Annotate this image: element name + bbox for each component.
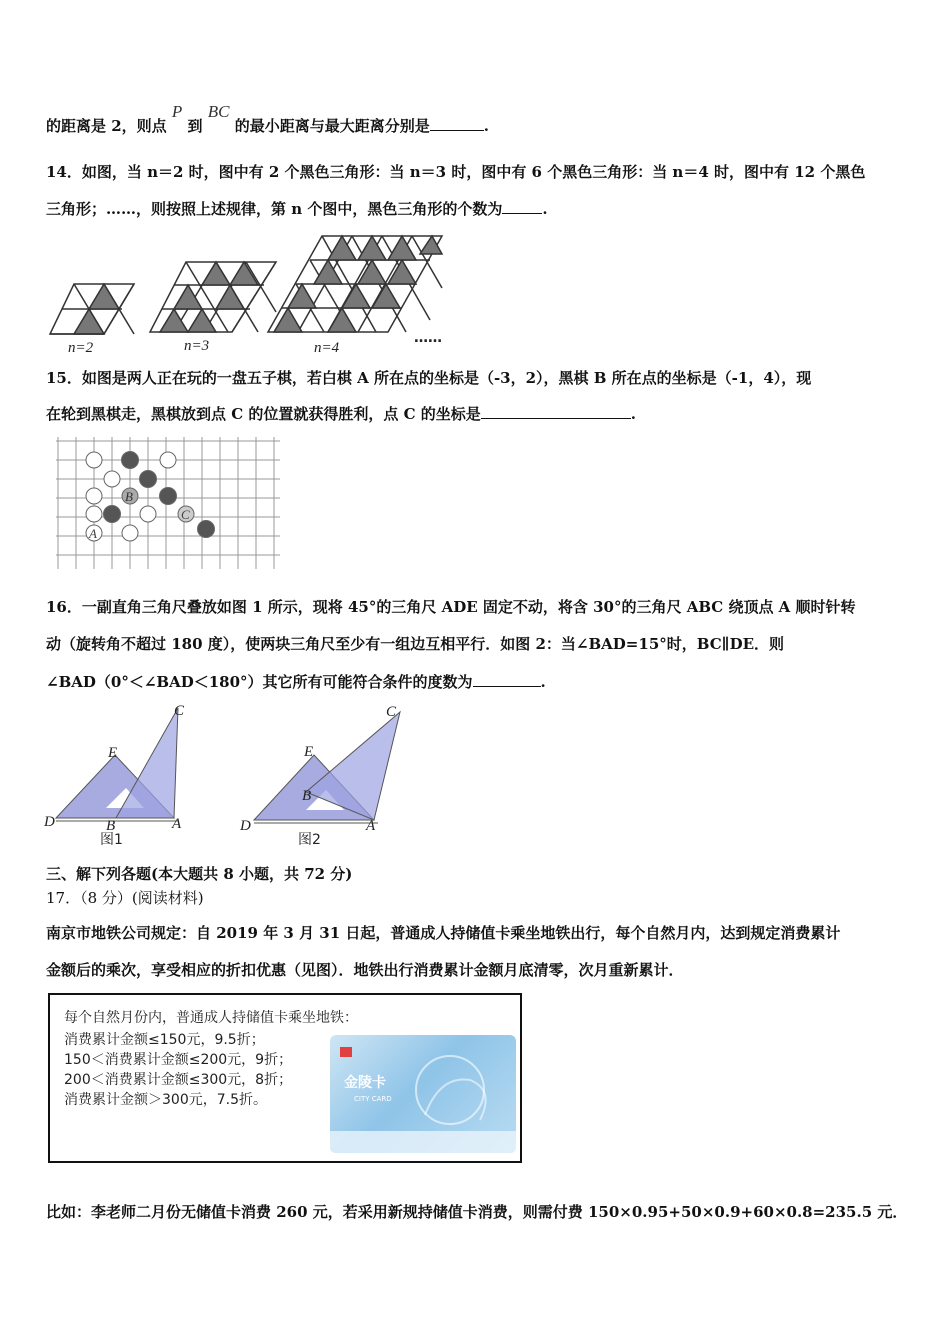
white-piece xyxy=(86,506,102,522)
q16-line1: 16．一副直角三角尺叠放如图 1 所示，现将 45°的三角尺 ADE 固定不动，将含 30°的三角尺 ABC 绕顶点 A 顺时针转 xyxy=(46,598,856,616)
rule-tier-4: 消费累计金额＞300元，7.5折。 xyxy=(64,1092,267,1108)
rule-tier-2: 150＜消费累计金额≤200元，9折； xyxy=(64,1052,293,1068)
point-c-fig2: C xyxy=(386,704,397,720)
black-piece xyxy=(160,488,177,505)
q17-header: 17．（8 分）(阅读材料) xyxy=(46,889,204,907)
label-n2: n=2 xyxy=(68,340,94,356)
q17-line1: 南京市地铁公司规定：自 2019 年 3 月 31 日起，普通成人持储值卡乘坐地铁出行，每个自然月内，达到规定消费累计 xyxy=(46,924,841,942)
card-subtitle: CITY CARD xyxy=(354,1095,392,1103)
answer-blank xyxy=(502,199,542,214)
answer-blank xyxy=(481,404,631,419)
piece-label-b: B xyxy=(125,489,133,504)
point-e-fig2: E xyxy=(304,744,314,760)
point-b-fig1: B xyxy=(106,818,116,834)
point-d-fig1: D xyxy=(44,814,55,830)
label-n4: n=4 xyxy=(314,340,340,356)
point-d-fig2: D xyxy=(240,818,251,834)
white-piece xyxy=(86,452,102,468)
answer-blank xyxy=(430,116,484,131)
q16-line2: 动（旋转角不超过 180 度），使两块三角尺至少有一组边互相平行．如图 2：当∠BAD=15°时，BC∥DE．则 xyxy=(46,635,785,653)
black-piece xyxy=(198,521,215,538)
pattern-n3 xyxy=(150,262,276,332)
q17-line2: 金额后的乘次，享受相应的折扣优惠（见图）．地铁出行消费累计金额月底清零，次月重新累计． xyxy=(46,961,684,979)
label-n3: n=3 xyxy=(184,338,210,354)
answer-blank xyxy=(473,672,541,687)
q17-example: 比如：李老师二月份无储值卡消费 260 元，若采用新规持储值卡消费，则需付费 150×0.95+50×0.9+60×0.8=235.5 元． xyxy=(46,1203,908,1221)
white-piece xyxy=(86,488,102,504)
rule-tier-3: 200＜消费累计金额≤300元，8折； xyxy=(64,1072,293,1088)
q14-line2: 三角形；……，则按照上述规律，第 n 个图中，黑色三角形的个数为 . xyxy=(46,200,548,218)
rule-tier-1: 消费累计金额≤150元，9.5折； xyxy=(64,1032,265,1048)
q13-line: 的距离是 2，则点 P 到 BC 的最小距离与最大距离分别是 . xyxy=(46,102,489,135)
triangle-pattern-figure xyxy=(46,232,466,356)
gomoku-board xyxy=(56,437,282,571)
rule-header: 每个自然月份内，普通成人持储值卡乘坐地铁： xyxy=(64,1010,358,1026)
card-title: 金陵卡 xyxy=(344,1075,386,1091)
discount-rules-figure xyxy=(48,993,522,1163)
city-card-image xyxy=(330,1035,516,1153)
caption-fig1: 图1 xyxy=(100,832,123,848)
point-b-fig2: B xyxy=(302,788,312,804)
q16-line3: ∠BAD（0°＜∠BAD＜180°）其它所有可能符合条件的度数为 . xyxy=(46,673,546,691)
card-graphic xyxy=(330,1035,516,1153)
black-piece xyxy=(122,452,139,469)
black-piece xyxy=(104,506,121,523)
q14-line1: 14．如图，当 n＝2 时，图中有 2 个黑色三角形：当 n＝3 时，图中有 6 个黑色三角形：当 n＝4 时，图中有 12 个黑色 xyxy=(46,163,866,181)
figure-1 xyxy=(44,703,185,848)
point-c-fig1: C xyxy=(174,703,185,719)
point-e-fig1: E xyxy=(108,745,118,761)
ellipsis: …… xyxy=(414,330,442,346)
white-piece xyxy=(140,506,156,522)
section-title: 三、解下列各题(本大题共 8 小题，共 72 分) xyxy=(46,865,353,883)
point-a-fig2: A xyxy=(366,818,376,834)
pattern-n4 xyxy=(268,236,442,332)
piece-label-a: A xyxy=(89,526,97,541)
var-bc: BC xyxy=(207,102,230,121)
figure-2 xyxy=(239,704,400,848)
pattern-n2 xyxy=(50,284,134,334)
point-a-fig1: A xyxy=(172,816,182,832)
q15-line1: 15．如图是两人正在玩的一盘五子棋，若白棋 A 所在点的坐标是（-3，2），黑棋 B 所在点的坐标是（-1，4），现 xyxy=(46,369,812,387)
q15-line2: 在轮到黑棋走，黑棋放到点 C 的位置就获得胜利，点 C 的坐标是 . xyxy=(46,405,637,423)
var-p: P xyxy=(171,102,183,121)
caption-fig2: 图2 xyxy=(298,832,321,848)
black-piece xyxy=(140,471,157,488)
white-piece xyxy=(160,452,176,468)
white-piece xyxy=(122,525,138,541)
white-piece xyxy=(104,471,120,487)
piece-label-c: C xyxy=(181,507,190,522)
set-square-figures xyxy=(44,700,406,850)
